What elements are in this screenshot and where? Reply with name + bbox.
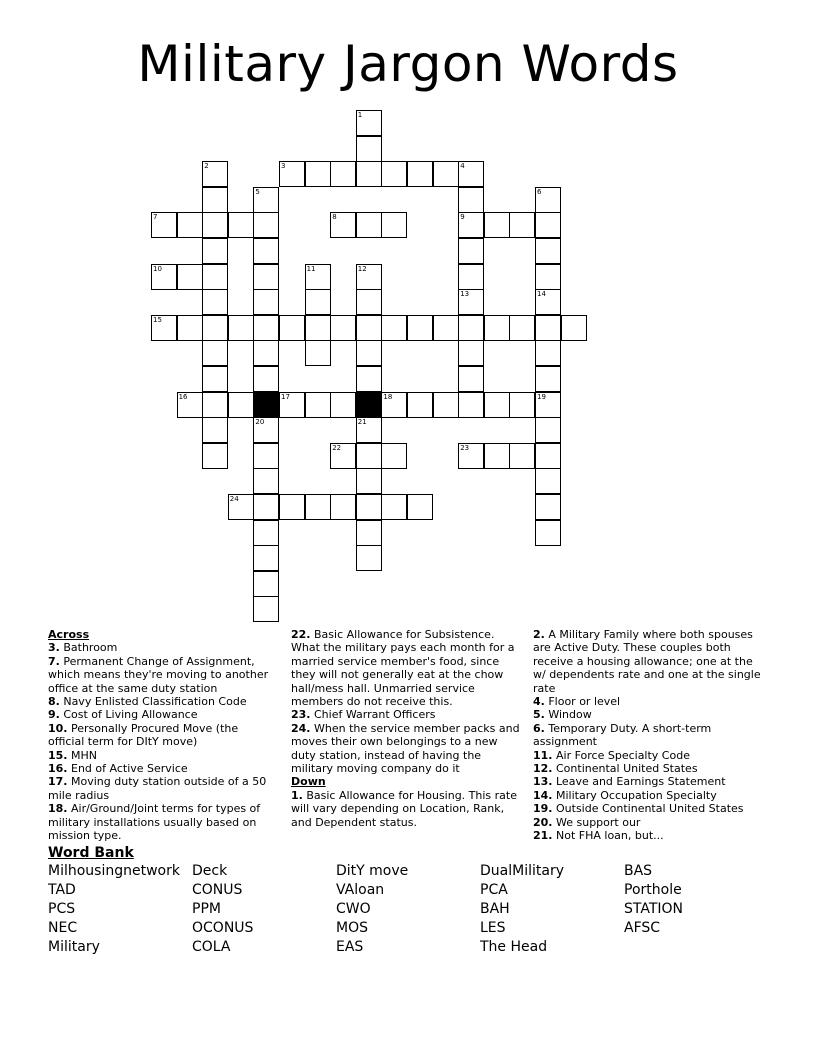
- grid-cell[interactable]: [151, 264, 177, 290]
- grid-cell[interactable]: [330, 161, 356, 187]
- across-clue: 3. Bathroom: [48, 641, 118, 655]
- grid-cell[interactable]: [381, 392, 407, 418]
- grid-cell[interactable]: [305, 340, 331, 366]
- grid-cell[interactable]: [202, 366, 228, 392]
- grid-cell[interactable]: [381, 161, 407, 187]
- grid-cell[interactable]: [381, 443, 407, 469]
- grid-cell[interactable]: [535, 289, 561, 315]
- word-bank-item: DualMilitary: [480, 863, 564, 879]
- clue-number: 21: [357, 418, 367, 427]
- grid-cell[interactable]: [305, 315, 331, 341]
- grid-cell[interactable]: [305, 392, 331, 418]
- grid-cell[interactable]: [509, 443, 535, 469]
- word-bank-item: NEC: [48, 920, 78, 936]
- grid-cell[interactable]: [330, 315, 356, 341]
- down-header: Down: [291, 775, 326, 789]
- grid-cell[interactable]: [330, 392, 356, 418]
- grid-cell[interactable]: [202, 289, 228, 315]
- word-bank-column: [624, 862, 683, 938]
- word-bank-item: PCS: [48, 901, 76, 917]
- grid-cell[interactable]: [151, 212, 177, 238]
- grid-cell[interactable]: [177, 392, 203, 418]
- clue-number: 8: [332, 213, 337, 222]
- clue-number: 4: [460, 162, 465, 171]
- clue-number: 24: [229, 495, 239, 503]
- across-header: Across: [48, 628, 90, 641]
- grid-cell[interactable]: [279, 315, 305, 341]
- clue-number: 20: [255, 418, 265, 427]
- grid-cell[interactable]: [253, 468, 279, 494]
- grid-cell[interactable]: [305, 264, 331, 290]
- word-bank-item: BAS: [624, 863, 653, 879]
- grid-cell[interactable]: [228, 315, 254, 341]
- grid-cell[interactable]: [202, 212, 228, 238]
- across-clue: 7. Permanent Change of Assignment, which means they're moving to another office at the same duty station: [48, 654, 269, 695]
- grid-cell[interactable]: [330, 212, 356, 238]
- grid-cell[interactable]: [535, 187, 561, 213]
- grid-cell[interactable]: [177, 212, 203, 238]
- word-bank-item: DitY move: [336, 863, 409, 879]
- grid-cell[interactable]: [381, 494, 407, 520]
- grid-cell[interactable]: [458, 187, 484, 213]
- grid-cell[interactable]: [330, 443, 356, 469]
- word-bank-column: [336, 862, 408, 957]
- word-bank-item: LES: [480, 920, 506, 936]
- across-clue: 23. Chief Warrant Officers: [291, 708, 436, 722]
- grid-cell[interactable]: [561, 315, 587, 341]
- grid-cell[interactable]: [509, 212, 535, 238]
- clue-number: 12: [357, 264, 367, 273]
- grid-cell[interactable]: [253, 494, 279, 520]
- grid-cell[interactable]: [202, 187, 228, 213]
- grid-cell[interactable]: [253, 571, 279, 597]
- grid-cell[interactable]: [202, 264, 228, 290]
- grid-cell[interactable]: [356, 443, 382, 469]
- grid-cell[interactable]: [228, 212, 254, 238]
- down-clue: 11. Air Force Specialty Code: [533, 748, 690, 762]
- clue-number: 1: [357, 111, 363, 119]
- grid-cell[interactable]: [458, 315, 484, 341]
- grid-cell[interactable]: [356, 161, 382, 187]
- black-cell: [253, 392, 279, 418]
- grid-cell[interactable]: [279, 161, 305, 187]
- clue-number: 2: [204, 162, 209, 171]
- clues-column-2: [291, 628, 523, 829]
- grid-cell[interactable]: [356, 136, 382, 162]
- grid-cell[interactable]: [356, 520, 382, 546]
- clue-number: 11: [306, 264, 316, 273]
- clue-number: 9: [460, 213, 465, 222]
- grid-cell[interactable]: [228, 494, 254, 520]
- grid-cell[interactable]: [228, 392, 254, 418]
- word-bank-item: MOS: [336, 920, 368, 936]
- grid-cell[interactable]: [484, 315, 510, 341]
- grid-cell[interactable]: [535, 520, 561, 546]
- grid-cell[interactable]: [202, 417, 228, 443]
- grid-cell[interactable]: [407, 161, 433, 187]
- word-bank-column: [192, 862, 253, 957]
- grid-cell[interactable]: [356, 315, 382, 341]
- down-clue: 1. Basic Allowance for Housing. This rate will vary depending on Location, Rank, and Dependent status.: [291, 788, 517, 829]
- grid-cell[interactable]: [509, 315, 535, 341]
- grid-cell[interactable]: [253, 366, 279, 392]
- clue-number: 10: [153, 264, 162, 273]
- word-bank-item: COLA: [192, 939, 231, 955]
- across-clue: 18. Air/Ground/Joint terms for types of military installations usually based on mission type.: [48, 802, 261, 843]
- word-bank-item: CONUS: [192, 882, 243, 898]
- grid-cell[interactable]: [356, 366, 382, 392]
- clue-number: 17: [281, 392, 290, 401]
- grid-cell[interactable]: [535, 238, 561, 264]
- grid-cell[interactable]: [279, 494, 305, 520]
- black-cell: [356, 392, 382, 418]
- clues-column-3: [533, 628, 768, 843]
- clues-column-1: [48, 628, 276, 843]
- grid-cell[interactable]: [305, 289, 331, 315]
- clue-number: 5: [255, 187, 260, 196]
- across-clue: 17. Moving duty station outside of a 50 mile radius: [48, 775, 267, 802]
- grid-cell[interactable]: [535, 340, 561, 366]
- word-bank-item: Milhousingnetwork: [48, 863, 180, 879]
- grid-cell[interactable]: [535, 315, 561, 341]
- grid-cell[interactable]: [202, 161, 228, 187]
- word-bank-item: OCONUS: [192, 920, 254, 936]
- grid-cell[interactable]: [305, 494, 331, 520]
- grid-cell[interactable]: [535, 212, 561, 238]
- across-clue: 22. Basic Allowance for Subsistence. What the military pays each month for a married service member's food, since they will not generally eat at the chow hall/mess hall. Unmarried service members do not receive this.: [291, 628, 515, 709]
- word-bank-item: PPM: [192, 901, 221, 917]
- word-bank-item: EAS: [336, 939, 364, 955]
- word-bank-column: [48, 862, 180, 957]
- clue-number: 3: [281, 162, 286, 171]
- grid-cell[interactable]: [458, 289, 484, 315]
- grid-cell[interactable]: [202, 315, 228, 341]
- grid-cell[interactable]: [330, 494, 356, 520]
- clue-number: 19: [537, 392, 546, 401]
- grid-cell[interactable]: [253, 289, 279, 315]
- clue-number: 23: [460, 443, 470, 452]
- grid-cell[interactable]: [356, 212, 382, 238]
- grid-cell[interactable]: [433, 392, 459, 418]
- grid-cell[interactable]: [458, 161, 484, 187]
- grid-cell[interactable]: [253, 187, 279, 213]
- grid-cell[interactable]: [458, 443, 484, 469]
- grid-cell[interactable]: [253, 315, 279, 341]
- word-bank-item: PCA: [480, 882, 508, 898]
- grid-cell[interactable]: [458, 238, 484, 264]
- word-bank-item: CWO: [336, 901, 371, 917]
- grid-cell[interactable]: [535, 468, 561, 494]
- grid-cell[interactable]: [458, 366, 484, 392]
- grid-cell[interactable]: [202, 238, 228, 264]
- word-bank-item: VAloan: [336, 882, 385, 898]
- puzzle-title: Military Jargon Words: [137, 35, 679, 93]
- grid-cell[interactable]: [458, 392, 484, 418]
- down-clue: 4. Floor or level: [533, 695, 621, 709]
- grid-cell[interactable]: [253, 264, 279, 290]
- grid-cell[interactable]: [202, 392, 228, 418]
- grid-cell[interactable]: [356, 340, 382, 366]
- grid-cell[interactable]: [535, 417, 561, 443]
- grid-cell[interactable]: [279, 392, 305, 418]
- grid-cell[interactable]: [253, 417, 279, 443]
- grid-cell[interactable]: [509, 392, 535, 418]
- across-clue: 16. End of Active Service: [48, 762, 188, 776]
- grid-cell[interactable]: [535, 443, 561, 469]
- down-clue: 2. A Military Family where both spouses are Active Duty. These couples both receive a housing allowance; one at the w/ dependents rate and one at the single rate: [533, 628, 761, 695]
- across-clue: 8. Navy Enlisted Classification Code: [48, 695, 247, 709]
- down-clue: 21. Not FHA loan, but...: [533, 829, 664, 843]
- word-bank-title: Word Bank: [48, 845, 134, 861]
- clue-number: 15: [153, 315, 162, 324]
- grid-cell[interactable]: [253, 520, 279, 546]
- grid-cell[interactable]: [253, 443, 279, 469]
- grid-cell[interactable]: [407, 392, 433, 418]
- clue-number: 18: [383, 392, 393, 401]
- grid-cell[interactable]: [381, 315, 407, 341]
- word-bank-item: The Head: [480, 939, 548, 955]
- grid-cell[interactable]: [253, 238, 279, 264]
- word-bank-item: BAH: [480, 901, 510, 917]
- grid-cell[interactable]: [356, 289, 382, 315]
- across-clue: 10. Personally Procured Move (the official term for DItY move): [48, 721, 239, 749]
- grid-cell[interactable]: [433, 315, 459, 341]
- grid-cell[interactable]: [535, 392, 561, 418]
- word-bank-item: STATION: [624, 901, 684, 917]
- grid-cell[interactable]: [356, 417, 382, 443]
- grid-cell[interactable]: [484, 443, 510, 469]
- word-bank-column: [480, 862, 564, 957]
- clue-number: 13: [460, 290, 470, 299]
- grid-cell[interactable]: [381, 212, 407, 238]
- clue-number: 14: [537, 290, 546, 299]
- down-clue: 12. Continental United States: [533, 762, 698, 776]
- grid-cell[interactable]: [151, 315, 177, 341]
- grid-cell[interactable]: [535, 366, 561, 392]
- clue-number: 6: [537, 187, 542, 196]
- grid-cell[interactable]: [535, 264, 561, 290]
- grid-cell[interactable]: [356, 110, 382, 136]
- down-clue: 14. Military Occupation Specialty: [533, 788, 717, 802]
- clue-number: 7: [153, 213, 158, 222]
- grid-cell[interactable]: [356, 494, 382, 520]
- grid-cell[interactable]: [253, 596, 279, 622]
- across-clue: 24. When the service member packs and moves their own belongings to a new duty station, instead of having the military moving company do it: [291, 721, 520, 776]
- grid-cell[interactable]: [433, 161, 459, 187]
- grid-cell[interactable]: [305, 161, 331, 187]
- grid-cell[interactable]: [535, 494, 561, 520]
- grid-cell[interactable]: [356, 545, 382, 571]
- word-bank-item: TAD: [48, 882, 76, 898]
- across-clue: 9. Cost of Living Allowance: [48, 708, 198, 722]
- grid-cell[interactable]: [407, 315, 433, 341]
- grid-cell[interactable]: [202, 443, 228, 469]
- grid-cell[interactable]: [458, 264, 484, 290]
- clue-number: 22: [332, 443, 342, 452]
- down-clue: 20. We support our: [533, 815, 641, 829]
- down-clue: 6. Temporary Duty. A short-term assignment: [533, 721, 712, 749]
- grid-cell[interactable]: [458, 212, 484, 238]
- grid-cell[interactable]: [407, 494, 433, 520]
- down-clue: 19. Outside Continental United States: [533, 802, 744, 816]
- word-bank-item: Porthole: [624, 882, 682, 898]
- grid-cell[interactable]: [253, 212, 279, 238]
- grid-cell[interactable]: [484, 392, 510, 418]
- down-clue: 5. Window: [533, 708, 592, 722]
- grid-cell[interactable]: [356, 264, 382, 290]
- down-clue: 13. Leave and Earnings Statement: [533, 775, 726, 789]
- word-bank-item: AFSC: [624, 920, 661, 936]
- grid-cell[interactable]: [177, 315, 203, 341]
- grid-cell[interactable]: [458, 340, 484, 366]
- grid-cell[interactable]: [253, 545, 279, 571]
- clue-number: 16: [178, 392, 188, 401]
- grid-cell[interactable]: [484, 212, 510, 238]
- across-clue: 15. MHN: [48, 748, 97, 762]
- grid-cell[interactable]: [253, 340, 279, 366]
- grid-cell[interactable]: [202, 340, 228, 366]
- word-bank-item: Deck: [192, 863, 228, 879]
- grid-cell[interactable]: [356, 468, 382, 494]
- grid-cell[interactable]: [177, 264, 203, 290]
- word-bank-item: Military: [48, 939, 100, 955]
